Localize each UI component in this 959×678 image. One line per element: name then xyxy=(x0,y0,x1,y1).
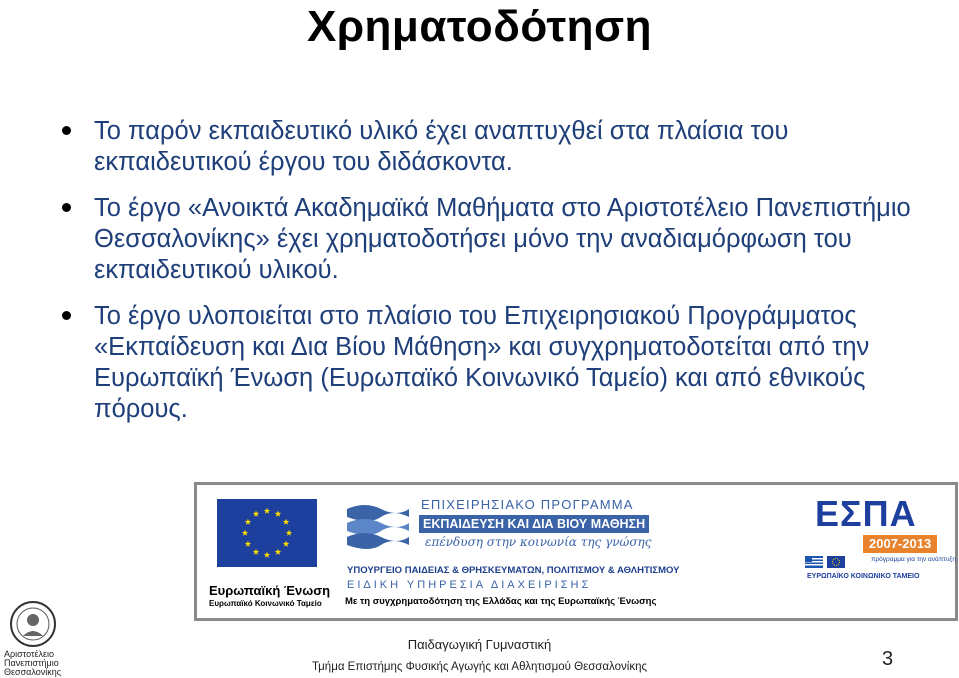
ministry-name: ΥΠΟΥΡΓΕΙΟ ΠΑΙΔΕΙΑΣ & ΘΡΗΣΚΕΥΜΑΤΩΝ, ΠΟΛΙΤΙΣΜΟΥ & ΑΘΛΗΤΙΣΜΟΥ xyxy=(347,565,680,576)
slide-title: Χρηματοδότηση xyxy=(306,2,653,51)
page-number: 3 xyxy=(882,648,894,670)
bullet-text: Το παρόν εκπαιδευτικό υλικό έχει αναπτυχθεί στα πλαίσια του εκπαιδευτικού έργου του διδάσκοντα. xyxy=(94,117,789,176)
espa-esf-label: ΕΥΡΩΠΑΪΚΟ ΚΟΙΝΩΝΙΚΟ ΤΑΜΕΙΟ xyxy=(807,573,920,580)
greek-eu-flags-icon xyxy=(793,555,863,569)
eu-name: Ευρωπαϊκή Ένωση xyxy=(209,583,331,598)
espa-logo xyxy=(793,493,956,603)
department-name: Τμήμα Επιστήμης Φυσικής Αγωγής και Αθλητισμού Θεσσαλονίκης xyxy=(311,661,648,673)
eu-logo xyxy=(209,495,331,613)
bullet-text: Το έργο υλοποιείται στο πλαίσιο του Επιχειρησιακού Προγράμματος «Εκπαίδευση και Δια Βίου Μάθηση» και συγχρηματοδοτείται από την Ευρωπαϊκή Ένωση (Ευρωπαϊκό Κοινωνικό Ταμείο) και από εθνικούς πόρους. xyxy=(94,302,870,423)
bullet-item xyxy=(62,193,932,286)
funding-banner xyxy=(194,482,958,621)
programme-title: ΕΠΙΧΕΙΡΗΣΙΑΚΟ ΠΡΟΓΡΑΜΜΑ xyxy=(421,497,634,512)
cofunding-note: Με τη συγχρηματοδότηση της Ελλάδας και της Ευρωπαϊκής Ένωσης xyxy=(345,596,657,607)
bullet-list xyxy=(62,116,932,440)
bullet-text: Το έργο «Ανοικτά Ακαδημαϊκά Μαθήματα στο Αριστοτέλειο Πανεπιστήμιο Θεσσαλονίκης» έχει χρηματοδοτήσει μόνο την αναδιαμόρφωση του εκπαιδευτικού υλικού. xyxy=(94,194,911,284)
bullet-item xyxy=(62,301,932,425)
espa-wordmark: ΕΣΠΑ xyxy=(815,493,917,534)
university-name-line: Αριστοτέλειο xyxy=(4,649,55,659)
university-name-line: Θεσσαλονίκης xyxy=(4,667,62,677)
flag-waves-icon xyxy=(345,499,411,557)
eu-subtitle: Ευρωπαϊκό Κοινωνικό Ταμείο xyxy=(209,599,322,608)
bullet-icon xyxy=(62,126,71,135)
management-service: ΕΙΔΙΚΗ ΥΠΗΡΕΣΙΑ ΔΙΑΧΕΙΡΙΣΗΣ xyxy=(347,579,592,591)
bullet-item xyxy=(62,116,932,178)
eu-flag-icon xyxy=(217,499,317,567)
bullet-icon xyxy=(62,203,71,212)
espa-motto: πρόγραμμα για την ανάπτυξη xyxy=(871,556,956,563)
programme-name: ΕΚΠΑΙΔΕΥΣΗ ΚΑΙ ΔΙΑ ΒΙΟΥ ΜΑΘΗΣΗ xyxy=(419,515,649,533)
bullet-icon xyxy=(62,311,71,320)
university-name-line: Πανεπιστήμιο xyxy=(4,658,59,668)
operational-programme-logo xyxy=(345,493,785,593)
programme-motto: επένδυση στην κοινωνία της γνώσης xyxy=(425,535,652,549)
espa-years: 2007-2013 xyxy=(863,535,937,553)
course-name: Παιδαγωγική Γυμναστική xyxy=(407,637,552,652)
